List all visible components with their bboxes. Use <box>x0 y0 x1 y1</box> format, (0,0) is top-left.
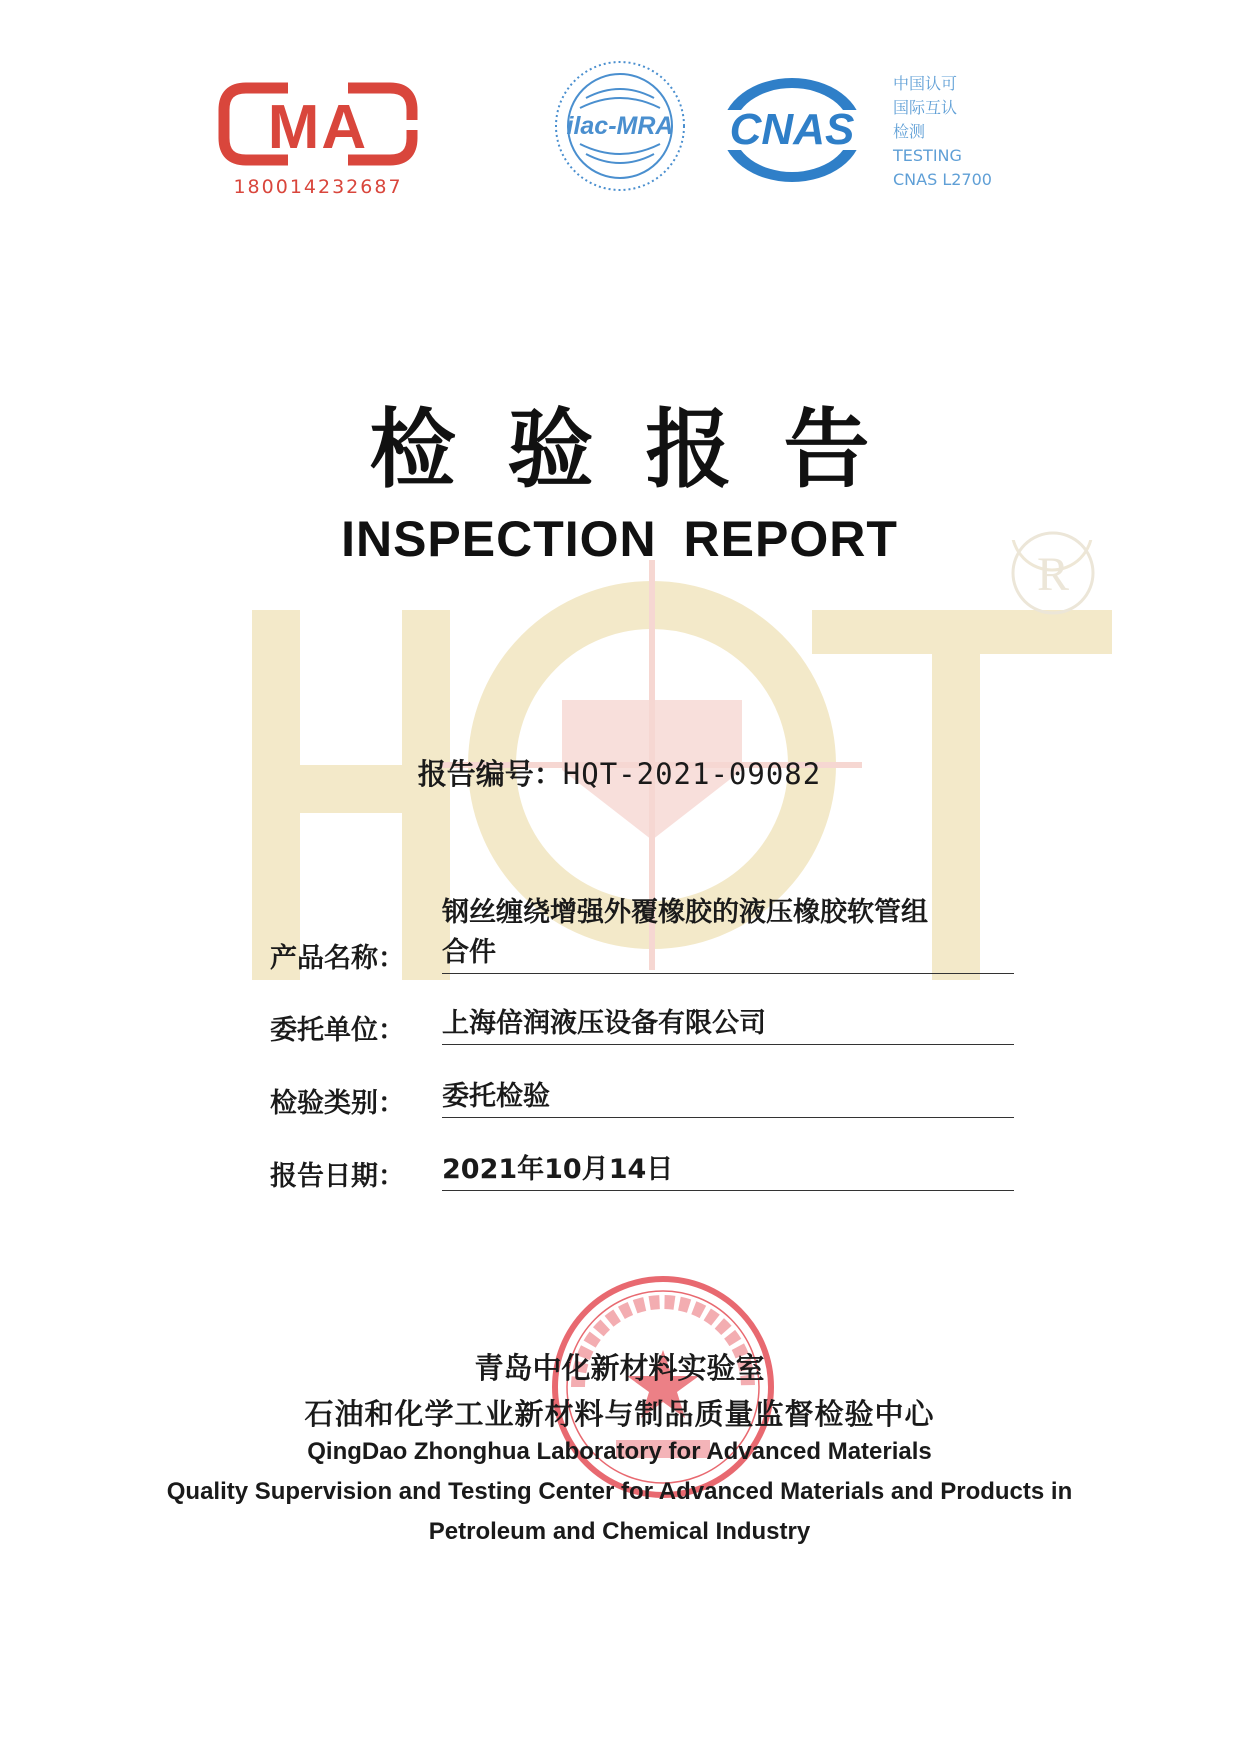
svg-text:R: R <box>1036 548 1070 601</box>
institution-name-cn: 青岛中化新材料实验室 <box>474 1351 765 1385</box>
svg-text:MA: MA <box>267 93 369 162</box>
product-name-label: 产品名称： <box>270 943 405 974</box>
cma-mark-icon <box>218 78 418 173</box>
product-name-line: 合件 <box>442 937 496 968</box>
report-date-value: 2021年10月14日 <box>442 1150 1014 1191</box>
cnas-accreditation-text <box>893 72 1033 192</box>
official-seal-stamp <box>548 1272 778 1502</box>
ilac-mra-logo <box>552 58 688 194</box>
title-english: INSPECTION REPORT <box>341 511 898 567</box>
cnas-line: TESTING <box>893 146 962 165</box>
report-number-value: HQT-2021-09082 <box>562 757 822 791</box>
report-number <box>0 752 1239 793</box>
cnas-line: 中国认可 <box>893 74 958 93</box>
institution-center-en-line1: Quality Supervision and Testing Center for Advanced Materials and Products in <box>166 1478 1073 1505</box>
institution-name-en: QingDao Zhonghua Laboratory for Advanced Materials <box>307 1438 932 1465</box>
cma-number: 180014232687 <box>233 176 403 198</box>
product-name-value <box>442 893 1014 974</box>
cnas-logo <box>712 70 872 190</box>
inspection-type-label: 检验类别： <box>270 1088 405 1119</box>
cnas-line: 检测 <box>893 122 926 141</box>
report-date-label: 报告日期： <box>270 1161 405 1192</box>
cnas-line: CNAS L2700 <box>893 170 992 189</box>
svg-text:CNAS: CNAS <box>729 105 855 154</box>
svg-text:ilac-MRA: ilac-MRA <box>566 112 674 140</box>
cnas-line: 国际互认 <box>893 98 958 117</box>
report-number-label: 报告编号： <box>417 757 563 791</box>
client-value: 上海倍润液压设备有限公司 <box>442 1004 1014 1045</box>
institution-center-cn: 石油和化学工业新材料与制品质量监督检验中心 <box>304 1397 935 1431</box>
cma-logo <box>218 78 418 208</box>
product-name-line: 钢丝缠绕增强外覆橡胶的液压橡胶软管组 <box>442 897 928 928</box>
title-chinese: 检验报告 <box>369 400 922 500</box>
client-label: 委托单位： <box>270 1015 405 1046</box>
institution-center-en-line2: Petroleum and Chemical Industry <box>428 1518 811 1545</box>
inspection-type-value: 委托检验 <box>442 1077 1014 1118</box>
